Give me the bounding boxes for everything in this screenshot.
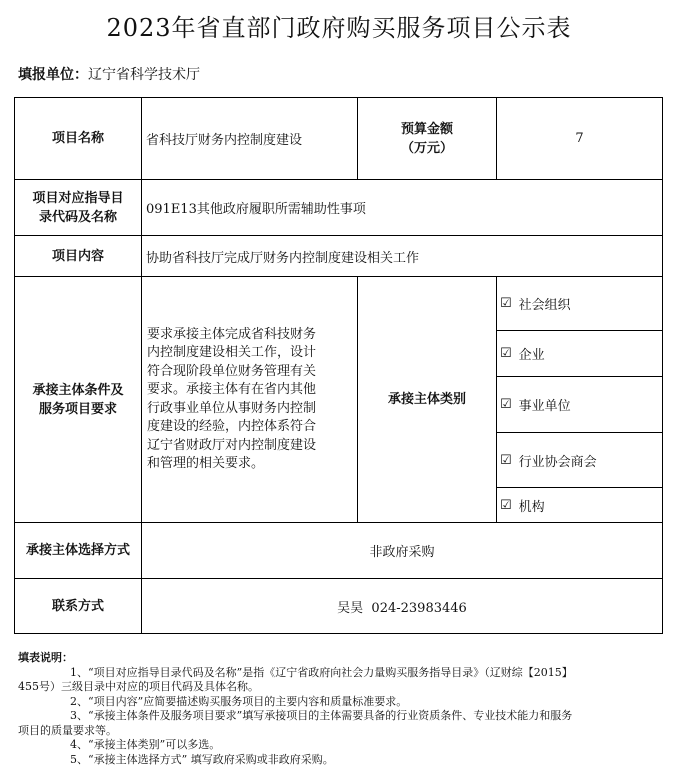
entity-type-label: 承接主体类别: [357, 276, 497, 523]
content-value: 协助省科技厅完成厅财务内控制度建设相关工作: [141, 235, 663, 277]
project-name-value: 省科技厅财务内控制度建设: [141, 97, 358, 180]
filling-instructions: [18, 651, 668, 767]
requirements-line: 辽宁省财政厅对内控制度建设: [147, 437, 317, 453]
entity-type-option[interactable]: [496, 276, 663, 331]
instruction-line: 455号）三级目录中对应的项目代码及具体名称。: [18, 680, 259, 693]
project-name-label: 项目名称: [14, 97, 142, 180]
requirements-line: 符合现阶段单位财务管理有关: [147, 363, 317, 379]
content-label: 项目内容: [14, 235, 142, 277]
requirements-line: 内控制度建设相关工作，设计: [147, 345, 317, 360]
catalog-label-line1: 项目对应指导目: [32, 190, 124, 206]
entity-type-option-label: 社会组织: [518, 298, 571, 313]
requirements-label: [14, 276, 142, 523]
instruction-line: 3、“承接主体条件及服务项目要求”填写承接项目的主体需要具备的行业资质条件、专业技术能力和服务: [70, 709, 573, 722]
reporting-unit-label: 填报单位：: [18, 67, 88, 83]
requirements-text: [141, 276, 358, 523]
requirements-label-line1: 承接主体条件及: [32, 382, 124, 398]
entity-type-option-label: 行业协会商会: [518, 454, 597, 470]
checked-box-icon[interactable]: ☑: [500, 397, 512, 412]
budget-label-line1: 预算金额: [400, 121, 453, 137]
entity-type-option-label: 机构: [518, 499, 545, 515]
entity-type-option[interactable]: [496, 376, 663, 433]
reporting-unit-value: 辽宁省科学技术厅: [88, 67, 200, 83]
selection-method-value: 非政府采购: [141, 522, 663, 579]
selection-method-label: 承接主体选择方式: [14, 522, 142, 579]
requirements-line: 行政事业单位从事财务内控制: [147, 400, 317, 416]
budget-label: [357, 97, 497, 180]
requirements-line: 度建设的经验，内控体系符合: [147, 419, 317, 434]
checked-box-icon[interactable]: ☑: [500, 452, 512, 468]
catalog-value: 091E13其他政府履职所需辅助性事项: [141, 179, 663, 236]
entity-type-option[interactable]: [496, 487, 663, 523]
reporting-unit: [18, 64, 200, 84]
instruction-line: 5、“承接主体选择方式” 填写政府采购或非政府采购。: [70, 752, 334, 766]
requirements-line: 要求承接主体完成省科技财务: [147, 326, 317, 342]
checked-box-icon[interactable]: ☑: [500, 346, 512, 361]
instruction-line: 2、“项目内容”应简要描述购买服务项目的主要内容和质量标准要求。: [70, 694, 408, 708]
catalog-label-line2: 录代码及名称: [38, 209, 117, 225]
checked-box-icon[interactable]: ☑: [500, 296, 512, 311]
instruction-line: 4、“承接主体类别”可以多选。: [70, 738, 221, 751]
instruction-line: 1、“项目对应指导目录代码及名称”是指《辽宁省政府向社会力量购买服务指导目录》（辽财综【2015】: [70, 665, 573, 679]
contact-value: 吴昊 024-23983446: [141, 578, 663, 634]
entity-type-option[interactable]: [496, 432, 663, 488]
requirements-line: 要求。承接主体有在省内其他: [147, 382, 317, 397]
checked-box-icon[interactable]: ☑: [500, 497, 512, 513]
entity-type-option-label: 企业: [518, 348, 545, 363]
page-title: 2023年省直部门政府购买服务项目公示表: [106, 14, 572, 42]
budget-value: 7: [496, 97, 663, 180]
instruction-line: 项目的质量要求等。: [18, 723, 117, 737]
entity-type-option[interactable]: [496, 330, 663, 377]
requirements-label-line2: 服务项目要求: [38, 401, 117, 417]
budget-label-line2: （万元）: [400, 140, 453, 156]
entity-type-option-label: 事业单位: [518, 399, 571, 414]
catalog-label: [14, 179, 142, 236]
requirements-line: 和管理的相关要求。: [147, 456, 265, 471]
instructions-heading: 填表说明：: [18, 651, 73, 664]
contact-label: 联系方式: [14, 578, 142, 634]
